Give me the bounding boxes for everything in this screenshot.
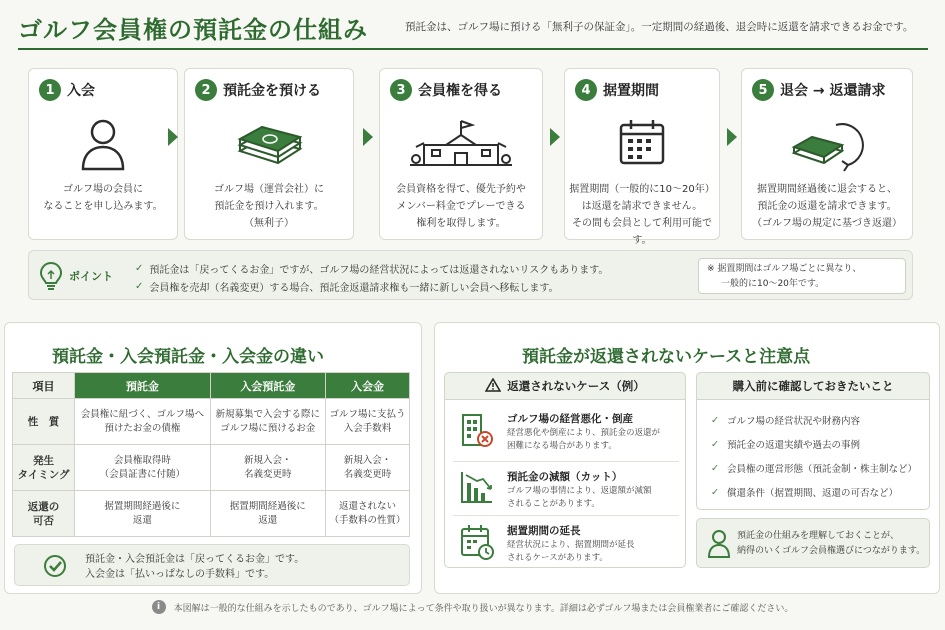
footer-text: 本図解は一般的な仕組みを示したものであり、ゴルフ場によって条件や取り扱いが異なります。詳細は必ずゴルフ場または会員権業者にご確認ください。 [173, 603, 794, 614]
clubhouse-icon [406, 117, 516, 177]
step-desc-line: 預託金の返還を請求できます。 [757, 201, 897, 212]
footer [0, 600, 945, 614]
case-item [445, 403, 687, 459]
step-desc-line: 会員資格を得て、優先予約や [396, 184, 526, 195]
table-header: 預託金 [75, 373, 211, 399]
step-desc-line: 権利を取得します。 [416, 218, 506, 229]
step-desc-line: は返還を請求できません。 [581, 201, 703, 212]
step-desc-line: （ゴルフ場の規定に基づき返還） [752, 218, 902, 229]
person-icon [707, 529, 731, 563]
step-5-card [741, 68, 913, 240]
checklist-item [711, 485, 898, 499]
comparison-table [12, 372, 410, 537]
case-desc-line: されることがあります。 [507, 499, 600, 509]
table-cell: 据置期間経過後に 返還 [210, 491, 325, 537]
cases-header-text: 返還されないケース（例） [507, 379, 645, 393]
case-desc-line: 経営悪化や倒産により、預託金の返還が [507, 428, 661, 438]
table-cell: 返還されない （手数料の性質） [325, 491, 409, 537]
step-desc-line: なることを申し込みます。 [43, 201, 163, 212]
comparison-title: 預託金・入会預託金・入会金の違い [52, 347, 324, 367]
lightbulb-icon [39, 261, 63, 295]
point-note-line: 一般的に10〜20年です。 [721, 279, 825, 289]
comparison-note-line: 入会金は「払いっぱなしの手数料」です。 [85, 569, 275, 580]
point-item-text: 預託金は「戻ってくるお金」ですが、ゴルフ場の経営状況によっては返還されないリスクもあります。 [149, 265, 609, 276]
checklist-item-text: 会員権の運営形態（預託金制・株主制など） [726, 464, 917, 475]
table-header: 入会金 [325, 373, 409, 399]
advice-line: 納得のいくゴルフ会員権選びにつながります。 [737, 546, 926, 556]
calendar-icon [618, 117, 666, 171]
money-return-icon [790, 117, 864, 177]
step-arrow [727, 128, 737, 146]
row-header: 発生 タイミング [13, 445, 75, 491]
page-description: 預託金は、ゴルフ場に預ける「無利子の保証金」。一定期間の経過後、退会時に返還を請求できるお金です。 [405, 21, 914, 33]
step-number: 3 [390, 79, 412, 101]
case-desc-line: ゴルフ場の事情により、返還額が減額 [507, 486, 652, 496]
step-desc-line: その間も会員として利用可能です。 [572, 218, 712, 246]
check-icon: ✓ [711, 462, 719, 474]
check-icon: ✓ [711, 486, 719, 498]
checklist-item [711, 461, 917, 475]
step-number: 2 [195, 79, 217, 101]
cases-header [444, 372, 686, 400]
row-header: 返還の 可否 [13, 491, 75, 537]
table-cell: 据置期間経過後に 返還 [75, 491, 211, 537]
check-icon: ✓ [711, 414, 719, 426]
table-header: 入会預託金 [210, 373, 325, 399]
calendar-clock-icon [459, 523, 495, 565]
advice-box [696, 518, 930, 568]
case-item [445, 517, 687, 567]
table-row [13, 399, 410, 445]
step-arrow [168, 128, 178, 146]
step-3-card [379, 68, 543, 240]
table-cell: 会員権取得時 （会員証書に付随） [75, 445, 211, 491]
step-number: 5 [752, 79, 774, 101]
advice-line: 預託金の仕組みを理解しておくことが、 [737, 531, 900, 541]
cases-box [444, 372, 686, 568]
step-title: 会員権を得る [418, 83, 502, 99]
step-number: 1 [39, 79, 61, 101]
comparison-note [14, 544, 410, 586]
warning-icon [485, 378, 501, 395]
checklist-header [696, 372, 930, 400]
step-2-card [184, 68, 354, 240]
comparison-note-line: 預託金・入会預託金は「戻ってくるお金」です。 [85, 554, 305, 565]
point-box [28, 250, 913, 300]
case-title: ゴルフ場の経営悪化・倒産 [507, 413, 633, 425]
point-note [698, 258, 906, 294]
header-divider [18, 48, 928, 50]
building-x-icon [459, 411, 495, 453]
table-header: 項目 [13, 373, 75, 399]
step-desc-line: メンバー料金でプレーできる [396, 201, 526, 212]
step-desc-line: 据置期間経過後に退会すると、 [757, 184, 897, 195]
table-cell: ゴルフ場に支払う 入会手数料 [325, 399, 409, 445]
info-icon: i [152, 600, 166, 614]
page-title: ゴルフ会員権の預託金の仕組み [18, 16, 368, 44]
step-desc-line: （無利子） [244, 218, 294, 229]
check-icon: ✓ [135, 263, 144, 274]
step-title: 据置期間 [603, 83, 659, 99]
point-label: ポイント [69, 270, 113, 283]
table-cell: 新規入会・ 名義変更時 [325, 445, 409, 491]
table-cell: 会員権に紐づく、ゴルフ場へ 預けたお金の債権 [75, 399, 211, 445]
step-4-card [564, 68, 720, 246]
step-desc-line: ゴルフ場（運営会社）に [214, 184, 324, 195]
person-icon [78, 117, 128, 177]
step-desc-line: 据置期間（一般的に10〜20年） [569, 184, 715, 195]
case-desc-line: されるケースがあります。 [507, 553, 608, 563]
checklist-item [711, 437, 860, 451]
point-item [135, 279, 559, 294]
case-item [445, 463, 687, 513]
step-title: 入会 [67, 83, 95, 99]
risk-title: 預託金が返還されないケースと注意点 [522, 347, 811, 367]
check-icon: ✓ [711, 438, 719, 450]
point-item [135, 261, 608, 276]
row-header: 性 質 [13, 399, 75, 445]
point-note-line: ※ 据置期間はゴルフ場ごとに異なり、 [707, 264, 862, 274]
check-circle-icon [43, 554, 67, 582]
checklist-header-text: 購入前に確認しておきたいこと [732, 379, 894, 393]
case-title: 据置期間の延長 [507, 525, 581, 537]
table-cell: 新規入会・ 名義変更時 [210, 445, 325, 491]
table-row [13, 491, 410, 537]
table-cell: 新規募集で入会する際に ゴルフ場に預けるお金 [210, 399, 325, 445]
checklist-item [711, 413, 860, 427]
check-icon: ✓ [135, 281, 144, 292]
chart-down-icon [459, 469, 495, 509]
step-1-card [28, 68, 178, 240]
table-row [13, 445, 410, 491]
step-arrow [363, 128, 373, 146]
step-title: 預託金を預ける [223, 83, 321, 99]
step-desc-line: 預託金を預け入れます。 [214, 201, 324, 212]
step-title: 退会 → 返還請求 [780, 83, 886, 99]
checklist-item-text: ゴルフ場の経営状況や財務内容 [726, 416, 860, 427]
case-desc-line: 困難になる場合があります。 [507, 441, 617, 451]
point-item-text: 会員権を売却（名義変更）する場合、預託金返還請求権も一緒に新しい会員へ移転します。 [149, 283, 559, 294]
case-divider [453, 461, 679, 462]
case-divider [453, 515, 679, 516]
step-arrow [550, 128, 560, 146]
checklist-item-text: 預託金の返還実績や過去の事例 [726, 440, 860, 451]
money-stack-icon [234, 117, 304, 177]
step-number: 4 [575, 79, 597, 101]
checklist-box [696, 372, 930, 510]
step-desc-line: ゴルフ場の会員に [63, 184, 143, 195]
checklist-item-text: 償還条件（据置期間、返還の可否など） [726, 488, 898, 499]
case-desc-line: 経営状況により、据置期間が延長 [507, 540, 635, 550]
case-title: 預託金の減額（カット） [507, 471, 623, 483]
